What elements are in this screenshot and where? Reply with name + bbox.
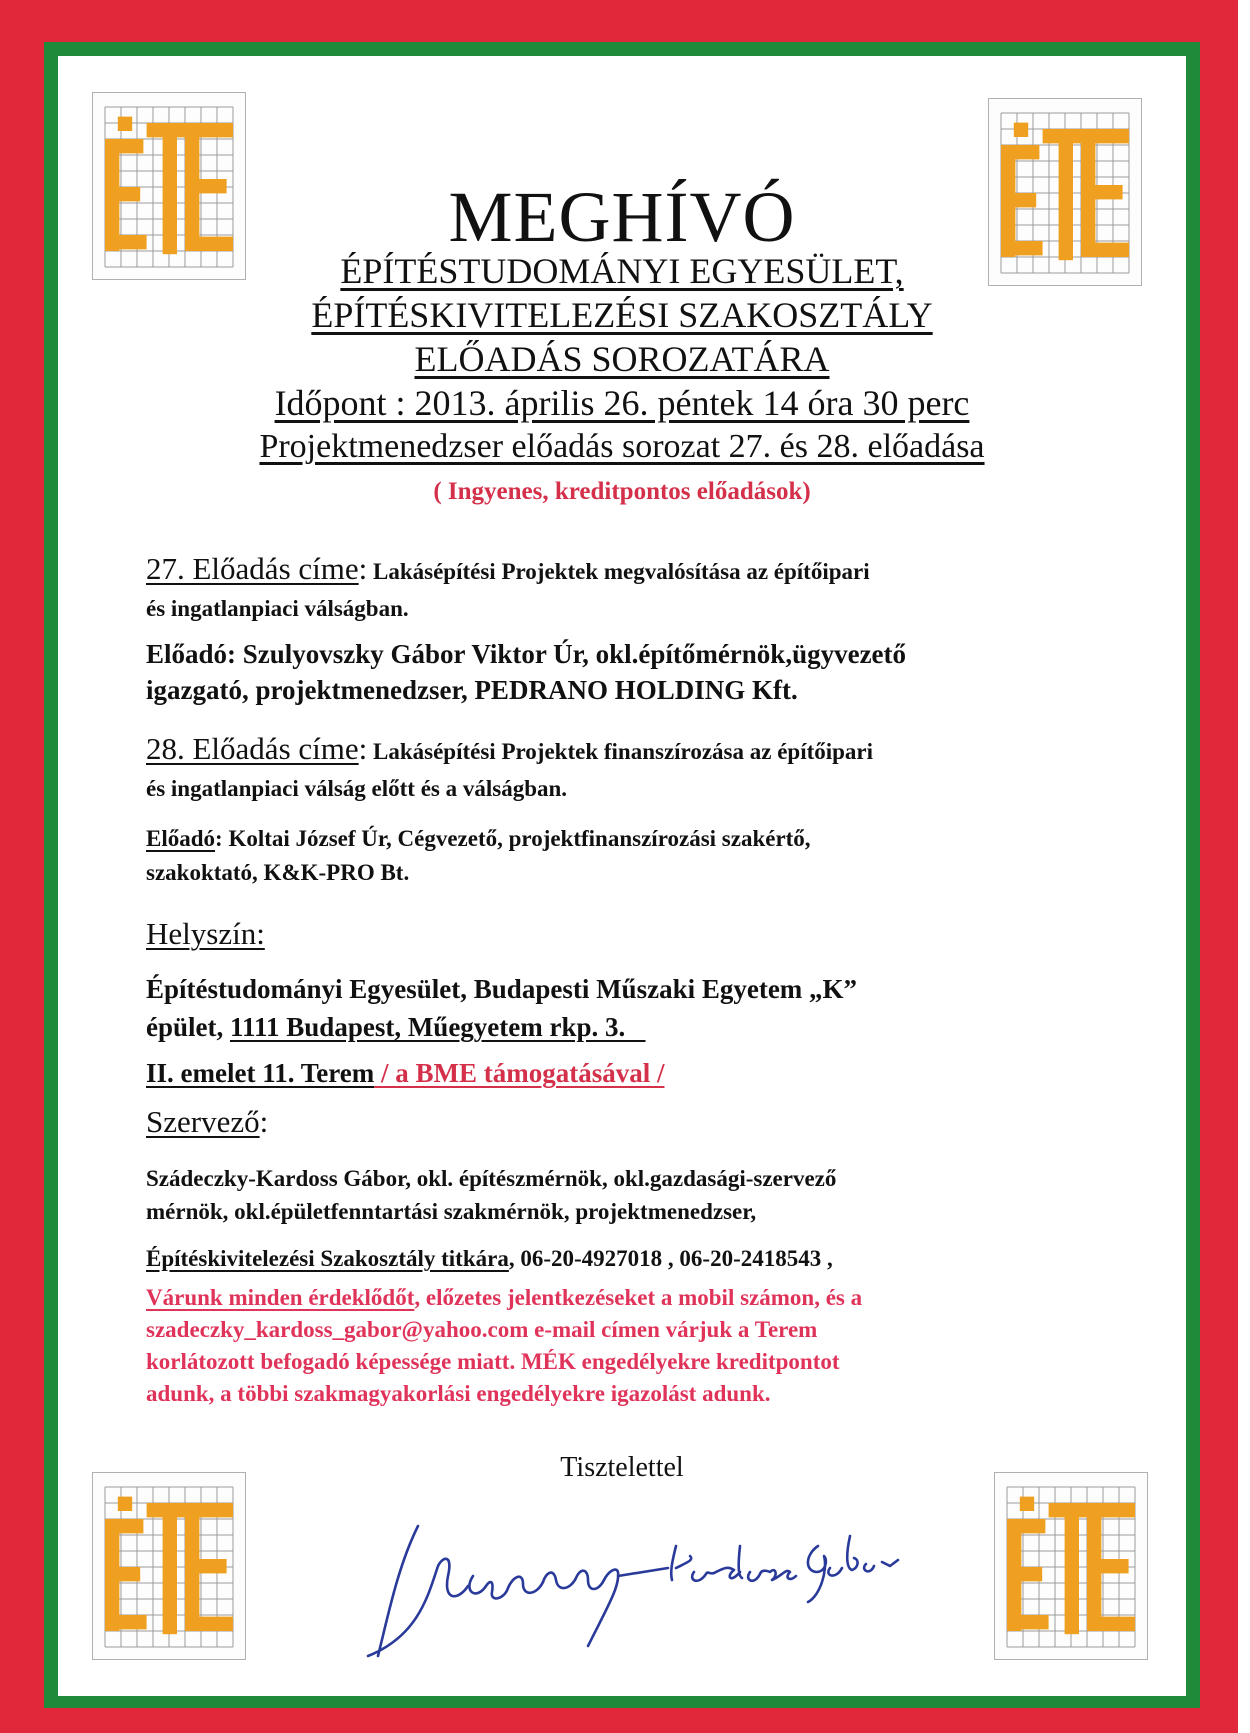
organizer-label: Szervező (146, 1104, 260, 1139)
invitation-page (58, 56, 1186, 1696)
series-line: Projektmenedzser előadás sorozat 27. és 28. előadása (259, 428, 985, 465)
lecture-27: 27. Előadás címe: Lakásépítési Projektek megvalósítása az építőipari és ingatlanpiaci válságban. Előadó: Szulyovszky Gábor Viktor Úr, okl.építőmérnök,ügyvezető igazgató, projektmenedzser, PEDRANO HOLDING Kft. (146, 552, 1096, 708)
free-note: ( Ingyenes, kreditpontos előadások) (433, 478, 811, 505)
lecture-27-speaker: Előadó: Szulyovszky Gábor Viktor Úr, okl.építőmérnök,ügyvezető (146, 639, 907, 669)
org-line-2: ÉPÍTÉSKIVITELEZÉSI SZAKOSZTÁLY (311, 295, 933, 335)
venue-label: Helyszín: (146, 916, 265, 951)
ete-logo-bottom-right (994, 1472, 1148, 1660)
organizer-name: Szádeczky-Kardoss Gábor, okl. építészmérnök, okl.gazdasági-szervező (146, 1166, 837, 1191)
lecture-28-speaker: Előadó: Koltai József Úr, Cégvezető, projektfinanszírozási szakértő, (146, 826, 811, 851)
venue-address: Építéstudományi Egyesület, Budapesti Műszaki Egyetem „K” (146, 974, 858, 1004)
org-line-1: ÉPÍTÉSTUDOMÁNYI EGYESÜLET, (340, 251, 904, 291)
ete-logo-bottom-left (92, 1472, 246, 1660)
lecture-28-title: Lakásépítési Projektek finanszírozása az építőipari (367, 739, 874, 764)
organizer-contact: Építéskivitelezési Szakosztály titkára, 06-20-4927018 , 06-20-2418543 , (146, 1246, 833, 1271)
lecture-28: 28. Előadás címe: Lakásépítési Projektek finanszírozása az építőipari és ingatlanpiaci válság előtt és a válságban. Előadó: Koltai József Úr, Cégvezető, projektfinanszírozási szakértő, szakoktató, K&K-PRO Bt. (146, 732, 1096, 890)
signature (358, 1506, 918, 1676)
registration-note: Várunk minden érdeklődőt, előzetes jelentkezéseket a mobil számon, és a szadeczky_kardoss_gabor@yahoo.com e-mail címen várjuk a Terem korlátozott befogadó képessége miatt. MÉK engedélyekre kreditpontot adunk, a többi szakmagyakorlási engedélyekre igazolást adunk. (146, 1282, 1096, 1410)
venue-room: II. emelet 11. Terem / a BME támogatásával / (146, 1058, 665, 1088)
venue: Helyszín: Építéstudományi Egyesület, Budapesti Műszaki Egyetem „K” épület, 1111 Budapest, Műegyetem rkp. 3. II. emelet 11. Terem / a BME támogatásával / (146, 914, 1096, 1092)
date-line: Időpont : 2013. április 26. péntek 14 óra 30 perc (274, 383, 970, 423)
page-title: MEGHÍVÓ (448, 177, 796, 257)
organizer: Szervező: Szádeczky-Kardoss Gábor, okl. építészmérnök, okl.gazdasági-szervező mérnök, okl.épületfenntartási szakmérnök, projektmenedzser, Építéskivitelezési Szakosztály titkára, 06-20-4927018 , 06-20-2418543 , (146, 1102, 1096, 1275)
lecture-27-label: 27. Előadás címe (146, 551, 359, 586)
lecture-28-label: 28. Előadás címe (146, 731, 359, 766)
org-line-3: ELŐADÁS SOROZATÁRA (414, 339, 830, 379)
contact-email: szadeczky_kardoss_gabor@yahoo.com e-mail címen várjuk a Terem (146, 1317, 818, 1342)
lecture-27-title: Lakásépítési Projektek megvalósítása az építőipari (367, 559, 870, 584)
closing-greeting: Tisztelettel (560, 1452, 684, 1483)
